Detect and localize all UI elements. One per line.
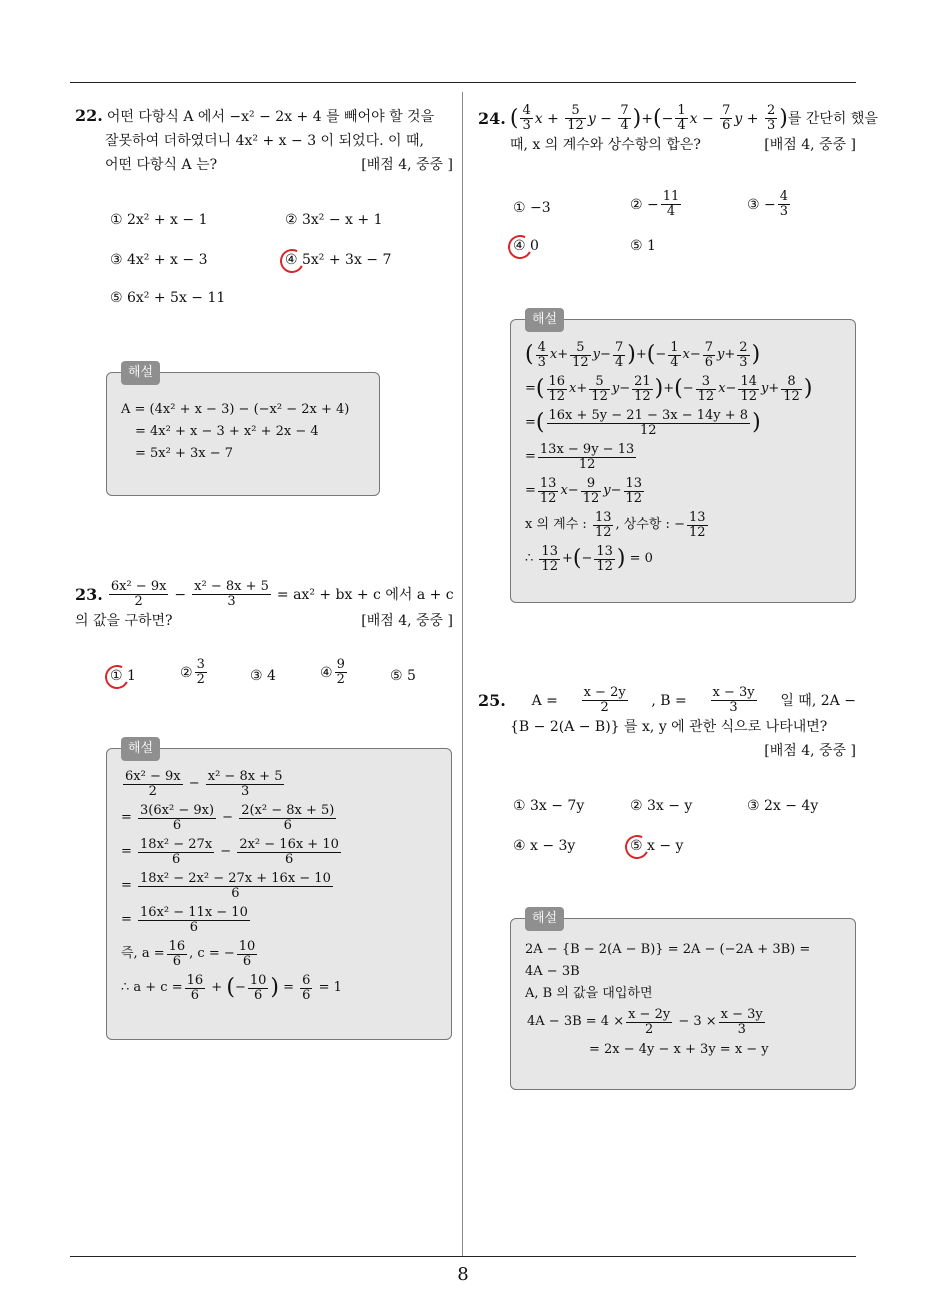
choice-1[interactable]: ① 1: [110, 668, 136, 684]
solution-line: = $\frac{\text{18x² − 27x}}{6}$ − $\frac{\text{2x² − 16x + 10}}{6}$: [121, 836, 339, 867]
solution-line: ∴ $\frac{13}{12}$ + ( − $\frac{13}{12}$ ) = 0: [525, 543, 653, 574]
choice-2[interactable]: ② − $\frac{11}{4}$: [630, 189, 680, 219]
solution-label: 해설: [121, 361, 160, 385]
solution-line: 즉, a = $\frac{16}{6}$ , c = − $\frac{10}{6}$: [121, 938, 256, 969]
column-divider: [462, 92, 463, 1257]
score-label: [배점 4, 중중 ]: [764, 137, 856, 153]
choice-4[interactable]: ④ $\frac{9}{2}$: [320, 657, 345, 687]
solution-label: 해설: [121, 737, 160, 761]
solution-line: ( $\frac{4}{3}$ x + $\frac{5}{12}$ y − $\frac{7}{4}$ ) + ( − $\frac{1}{4}$ x − $\frac{7}{6}$ y + $\frac{2}{3}$ ): [525, 339, 761, 370]
choice-4[interactable]: ④ x − 3y: [513, 838, 576, 854]
question-text-line3: 어떤 다항식 A 는?: [105, 157, 218, 173]
choice-2[interactable]: ② 3x² − x + 1: [285, 212, 383, 228]
solution-box-23: [106, 741, 452, 1040]
solution-line: = 5x² + 3x − 7: [135, 446, 234, 461]
question-23: [75, 580, 453, 633]
choice-3[interactable]: ③ − $\frac{4}{3}$: [747, 189, 789, 219]
minus-sign: −: [174, 586, 187, 603]
question-24: [478, 103, 878, 157]
question-text-line2: 잘못하여 더하였더니 4x² + x − 3 이 되었다. 이 때,: [105, 133, 424, 149]
choice-5[interactable]: ⑤ x − y: [630, 838, 684, 854]
solution-label: 해설: [525, 308, 564, 332]
question-number: 24.: [478, 108, 506, 128]
question-number: 22.: [75, 106, 103, 125]
answer-circle-mark: [102, 662, 132, 692]
score-label: [배점 4, 중중 ]: [764, 743, 856, 759]
choice-3[interactable]: ③ 2x − 4y: [747, 798, 819, 814]
solution-line: 2A − {B − 2(A − B)} = 2A − (−2A + 3B) =: [525, 942, 811, 957]
solution-line: 4A − 3B = 4 × $\frac{x - 2y}{2}$ − 3 × $\frac{x - 3y}{3}$: [527, 1006, 763, 1037]
answer-circle-mark: [277, 246, 307, 276]
solution-line: A = (4x² + x − 3) − (−x² − 2x + 4): [121, 402, 350, 417]
answer-circle-mark: [505, 232, 535, 262]
fraction: $\frac{x - 2y}{2}$: [583, 685, 626, 715]
solution-line: = ( $\frac{16x + 5y - 21 - 3x - 14y + 8}{12}$ ): [525, 407, 761, 438]
solution-box-24: [510, 312, 856, 603]
question-text-line1: 어떤 다항식 A 에서 −x² − 2x + 4 를 빼어야 할 것을: [106, 109, 435, 125]
question-25: [478, 686, 856, 763]
choice-2[interactable]: ② 3x − y: [630, 798, 693, 814]
question-text: A =: [531, 692, 558, 709]
solution-line: A, B 의 값을 대입하면: [525, 986, 653, 1001]
question-text: 일 때, 2A −: [780, 692, 856, 709]
question-number: 23.: [75, 584, 103, 604]
choice-5[interactable]: ⑤ 5: [390, 668, 416, 684]
solution-line: = $\frac{\text{3(6x² − 9x)}}{6}$ − $\frac{\text{2(x² − 8x + 5)}}{6}$: [121, 802, 335, 833]
solution-box-25: [510, 911, 856, 1090]
question-text-line2: {B − 2(A − B)} 를 x, y 에 관한 식으로 나타내면?: [510, 719, 828, 735]
score-label: [배점 4, 중중 ]: [361, 613, 453, 629]
choice-3[interactable]: ③ 4x² + x − 3: [110, 252, 208, 268]
solution-line: ∴ a + c = $\frac{16}{6}$ + ( − $\frac{10}{6}$ ) = $\frac{6}{6}$ = 1: [121, 972, 342, 1003]
solution-line: = $\frac{\text{16x² − 11x − 10}}{6}$: [121, 904, 248, 935]
question-text: 를 간단히 했을: [787, 110, 878, 127]
choice-2[interactable]: ② $\frac{3}{2}$: [180, 657, 205, 687]
choice-1[interactable]: ① 3x − 7y: [513, 798, 585, 814]
solution-line: = $\frac{13x - 9y - 13}{12}$: [525, 441, 635, 472]
question-text: , B =: [651, 692, 687, 709]
fraction: $\frac{x - 3y}{3}$: [712, 685, 755, 715]
answer-circle-mark: [622, 832, 652, 862]
footer-rule: [70, 1256, 856, 1257]
fraction: $\frac{\text{6x² − 9x}}{2}$: [110, 579, 167, 609]
choice-1[interactable]: ① −3: [513, 200, 551, 216]
question-22: [75, 104, 453, 177]
choice-4[interactable]: ④ 0: [513, 238, 539, 254]
solution-line: = $\frac{\text{18x² − 2x² − 27x + 16x − 10}}{6}$: [121, 870, 331, 901]
choice-4[interactable]: ④ 5x² + 3x − 7: [285, 252, 392, 268]
score-label: [배점 4, 중중 ]: [361, 157, 453, 173]
fraction: $\frac{\text{x² − 8x + 5}}{3}$: [194, 579, 269, 609]
solution-box-22: [106, 365, 380, 496]
header-rule: [70, 82, 856, 83]
solution-line: = 2x − 4y − x + 3y = x − y: [589, 1042, 769, 1057]
choice-1[interactable]: ① 2x² + x − 1: [110, 212, 208, 228]
solution-line: $\frac{\text{6x² − 9x}}{2}$ − $\frac{\text{x² − 8x + 5}}{3}$: [125, 768, 283, 799]
solution-line: = ( $\frac{16}{12}$ x + $\frac{5}{12}$ y − $\frac{21}{12}$ ) + ( − $\frac{3}{12}$ x − $\frac{14}{12}$ y + $\frac{8}{12}$ ): [525, 373, 813, 404]
question-number: 25.: [478, 690, 506, 710]
solution-line: = 4x² + x − 3 + x² + 2x − 4: [135, 424, 319, 439]
solution-line: = $\frac{13}{12}$ x − $\frac{9}{12}$ y − $\frac{13}{12}$: [525, 475, 643, 506]
solution-label: 해설: [525, 907, 564, 931]
question-text-line2: 때, x 의 계수와 상수항의 합은?: [510, 137, 701, 153]
choice-5[interactable]: ⑤ 6x² + 5x − 11: [110, 290, 226, 306]
page-number: 8: [457, 1264, 469, 1285]
choice-3[interactable]: ③ 4: [250, 668, 276, 684]
choice-5[interactable]: ⑤ 1: [630, 238, 656, 254]
question-text: = ax² + bx + c 에서 a + c: [276, 586, 454, 603]
solution-line: 4A − 3B: [525, 964, 580, 979]
solution-line: x 의 계수 : $\frac{13}{12}$ , 상수항 : − $\frac{13}{12}$: [525, 509, 706, 540]
question-expression: ( $\frac{4}{3}$ x + $\frac{5}{12}$ y − $\frac{7}{4}$ ) + ( − $\frac{1}{4}$ x − $\frac{7}{6}$ y + $\frac{2}{3}$ ): [509, 103, 788, 133]
question-text-line2: 의 값을 구하면?: [75, 613, 173, 629]
